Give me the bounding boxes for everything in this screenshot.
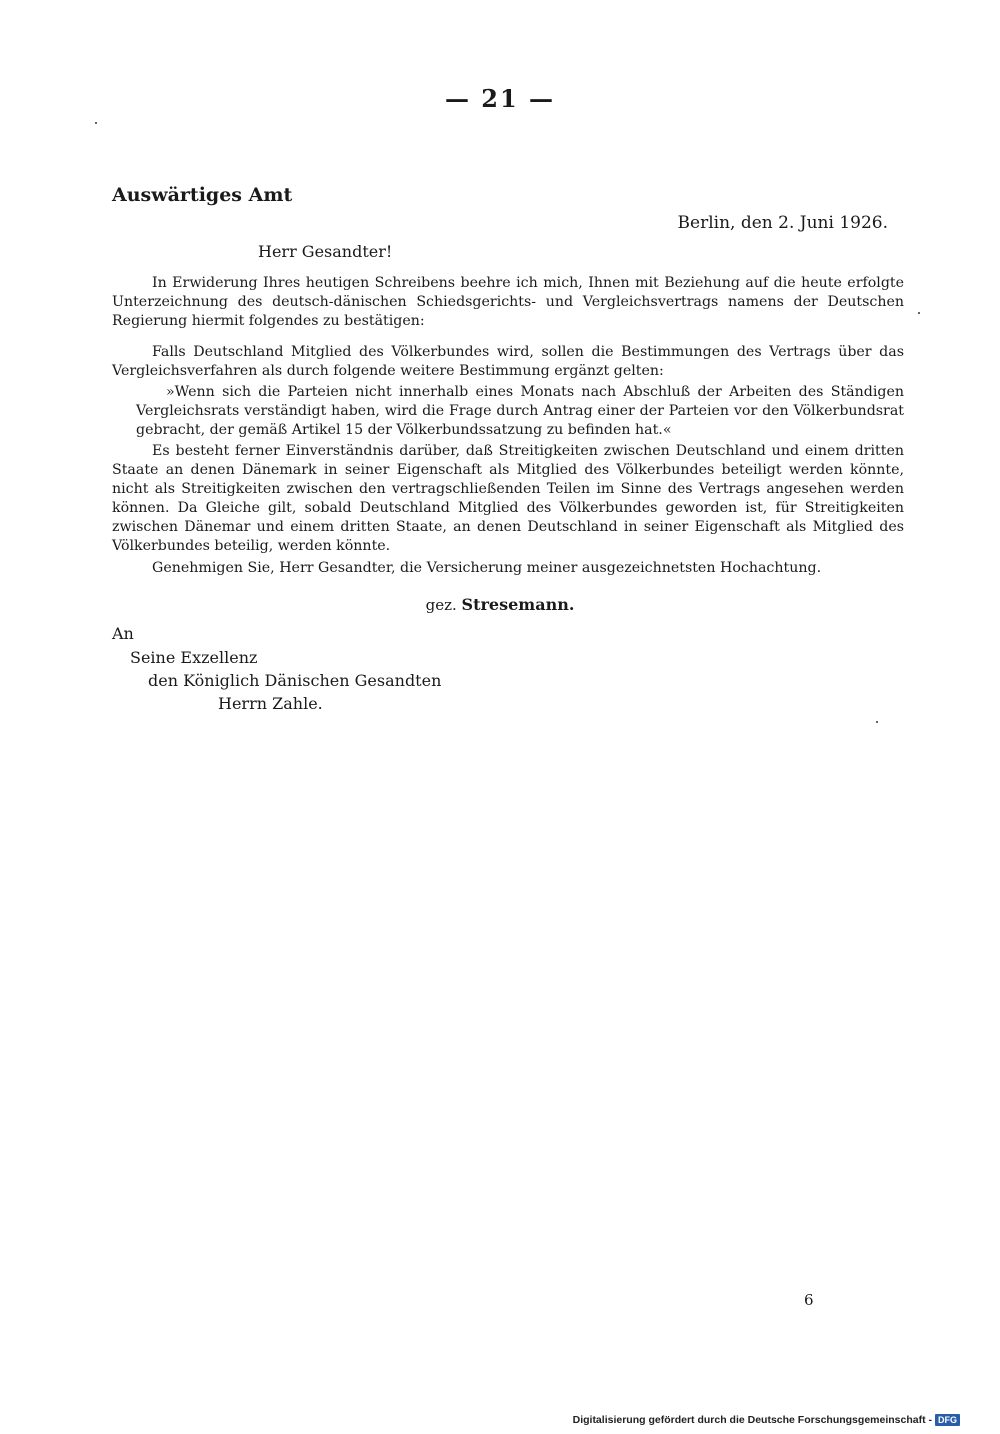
- address-line: den Königlich Dänischen Gesandten: [148, 671, 442, 690]
- credit-text: Digitalisierung gefördert durch die Deutsche Forschungsgemeinschaft -: [572, 1414, 932, 1426]
- signature: [0, 595, 1000, 614]
- letterhead-sender: Auswärtiges Amt: [112, 184, 293, 206]
- sheet-signature-mark: 6: [804, 1291, 814, 1309]
- closing-formula: Genehmigen Sie, Herr Gesandter, die Versicherung meiner ausgezeichnetsten Hochachtung.: [152, 560, 822, 576]
- signatory-name: Stresemann.: [461, 595, 575, 614]
- dfg-logo-icon: DFG: [935, 1414, 960, 1426]
- scan-speck: [876, 721, 878, 723]
- body-paragraph: In Erwiderung Ihres heutigen Schreibens beehre ich mich, Ihnen mit Beziehung auf die heute erfolgte Unterzeichnung des deutsch-dänischen Schiedsgerichts- und Vergleichsvertrags namens der Deutschen Regierung hiermit folgendes zu bestätigen:: [112, 275, 904, 329]
- salutation: Herr Gesandter!: [258, 242, 393, 261]
- dateline: Berlin, den 2. Juni 1926.: [677, 213, 888, 233]
- page-number: — 21 —: [444, 84, 556, 113]
- body-paragraph: Es besteht ferner Einverständnis darüber, daß Streitigkeiten zwischen Deutschland und einem dritten Staate an denen Dänemark in seiner Eigenschaft als Mitglied des Völkerbundes beteiligt werden könnte, nicht als Streitigkeiten zwischen den vertragschließenden Teilen im Sinne des Vertrags angesehen werden können. Da Gleiche gilt, sobald Deutschland Mitglied des Völkerbundes geworden ist, für Streitigkeiten zwischen Dänemar und einem dritten Staate, an denen Deutschland in seiner Eigenschaft als Mitglied des Völkerbundes beteilig, werden könnte.: [112, 443, 904, 554]
- address-line: An: [112, 624, 134, 643]
- body-paragraph: Falls Deutschland Mitglied des Völkerbundes wird, sollen die Bestimmungen des Vertrags über das Vergleichsverfahren als durch folgende weitere Bestimmung ergänzt gelten:: [112, 344, 904, 379]
- scan-speck: [95, 122, 97, 124]
- scan-speck: [918, 312, 920, 314]
- address-line: Seine Exzellenz: [130, 648, 258, 667]
- signature-prefix: gez.: [425, 596, 457, 614]
- quoted-provision: »Wenn sich die Parteien nicht innerhalb eines Monats nach Abschluß der Arbeiten des Ständigen Vergleichsrats verständigt haben, wird die Frage durch Antrag einer der Parteien vor den Völkerbundsrat gebracht, der gemäß Artikel 15 der Völkerbundssatzung zu befinden hat.«: [136, 384, 904, 438]
- digitization-credit: [573, 1414, 960, 1426]
- address-line: Herrn Zahle.: [218, 694, 323, 713]
